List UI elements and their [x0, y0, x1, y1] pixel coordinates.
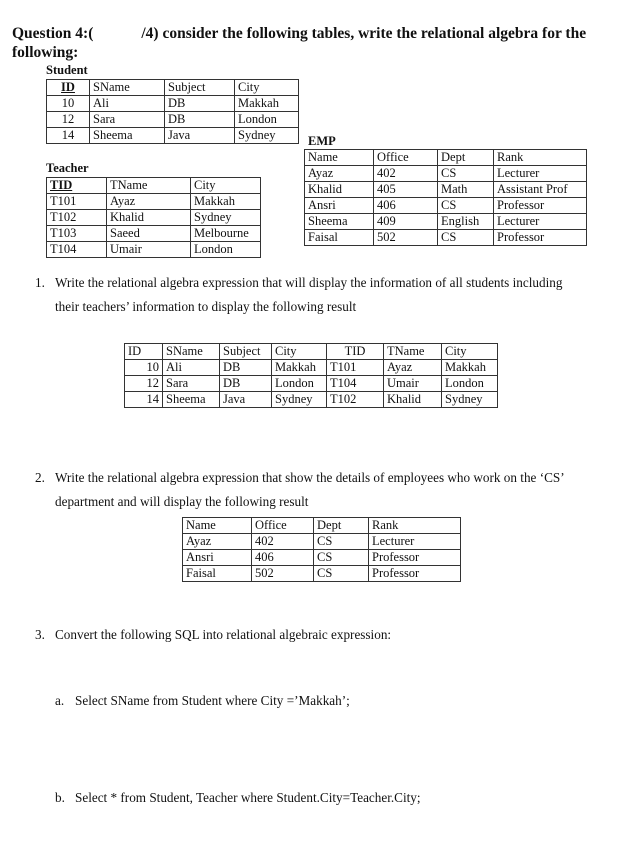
table-cell: T103 — [47, 226, 107, 242]
table-cell: Umair — [384, 376, 442, 392]
table-header-cell: SName — [163, 344, 220, 360]
table-cell: CS — [314, 534, 369, 550]
table-cell: Professor — [369, 550, 461, 566]
table-cell: Khalid — [107, 210, 191, 226]
table-cell: Professor — [494, 198, 587, 214]
table-cell: 14 — [47, 128, 90, 144]
table-cell: Ayaz — [305, 166, 374, 182]
table-cell: Melbourne — [191, 226, 261, 242]
table-cell: CS — [438, 166, 494, 182]
table-row — [183, 550, 461, 566]
table-cell: Lecturer — [494, 214, 587, 230]
table-row — [305, 166, 587, 182]
table-cell: DB — [220, 360, 272, 376]
question-1-line2: their teachers’ information to display the following result — [55, 299, 357, 314]
table-cell: Sheema — [305, 214, 374, 230]
table-cell: Makkah — [272, 360, 327, 376]
table-cell: Math — [438, 182, 494, 198]
table-header-cell: Subject — [165, 80, 235, 96]
question-2-line2: department and will display the following result — [55, 494, 309, 509]
table-cell: London — [442, 376, 498, 392]
table-cell: CS — [314, 550, 369, 566]
table-cell: 12 — [47, 112, 90, 128]
table-row — [125, 376, 498, 392]
table-cell: Umair — [107, 242, 191, 258]
table-header-cell: Dept — [438, 150, 494, 166]
question-3b-text: Select * from Student, Teacher where Student.City=Teacher.City; — [75, 790, 421, 805]
table-cell: Lecturer — [494, 166, 587, 182]
table-cell: CS — [438, 198, 494, 214]
question-3b — [55, 786, 615, 812]
table-header-cell: Name — [183, 518, 252, 534]
table-cell: Sydney — [235, 128, 299, 144]
table-header-cell: TID — [47, 178, 107, 194]
table-cell: Sara — [163, 376, 220, 392]
table-cell: 10 — [125, 360, 163, 376]
table-row — [47, 210, 261, 226]
table-cell: Ayaz — [107, 194, 191, 210]
table-cell: 409 — [374, 214, 438, 230]
table-row — [183, 534, 461, 550]
table-cell: 402 — [374, 166, 438, 182]
table-row — [183, 566, 461, 582]
question-2 — [35, 466, 620, 516]
table-header-cell: Rank — [494, 150, 587, 166]
question-3b-label: b. — [55, 790, 65, 805]
table-row — [305, 230, 587, 246]
table-cell: Khalid — [384, 392, 442, 408]
q1-result-table — [124, 343, 498, 408]
table-cell: 405 — [374, 182, 438, 198]
table-header-cell: TName — [384, 344, 442, 360]
table-header-cell: TID — [327, 344, 384, 360]
table-cell: Makkah — [235, 96, 299, 112]
table-row — [125, 392, 498, 408]
table-cell: Professor — [369, 566, 461, 582]
table-cell: Professor — [494, 230, 587, 246]
table-header-cell: City — [442, 344, 498, 360]
table-cell: Khalid — [305, 182, 374, 198]
table-cell: Sydney — [272, 392, 327, 408]
table-cell: 10 — [47, 96, 90, 112]
table-cell: Faisal — [183, 566, 252, 582]
table-cell: Ali — [90, 96, 165, 112]
question-3a-label: a. — [55, 693, 65, 708]
table-cell: DB — [165, 96, 235, 112]
table-row — [47, 128, 299, 144]
table-cell: CS — [314, 566, 369, 582]
emp-table-label: EMP — [308, 134, 336, 148]
table-cell: T102 — [47, 210, 107, 226]
table-cell: 14 — [125, 392, 163, 408]
table-header-cell: Dept — [314, 518, 369, 534]
student-table — [46, 79, 299, 144]
table-cell: Ansri — [305, 198, 374, 214]
table-header-cell: City — [191, 178, 261, 194]
table-cell: Sydney — [442, 392, 498, 408]
table-cell: Lecturer — [369, 534, 461, 550]
table-cell: 406 — [252, 550, 314, 566]
table-cell: London — [272, 376, 327, 392]
table-header-cell: Name — [305, 150, 374, 166]
table-cell: Ali — [163, 360, 220, 376]
table-header-row — [183, 518, 461, 534]
table-cell: 502 — [252, 566, 314, 582]
emp-table — [304, 149, 587, 246]
table-row — [47, 226, 261, 242]
table-cell: T101 — [47, 194, 107, 210]
table-header-cell: Office — [252, 518, 314, 534]
table-cell: Faisal — [305, 230, 374, 246]
table-cell: London — [235, 112, 299, 128]
table-cell: Makkah — [191, 194, 261, 210]
table-cell: DB — [220, 376, 272, 392]
table-cell: Ansri — [183, 550, 252, 566]
teacher-table-label: Teacher — [46, 161, 89, 175]
table-row — [47, 242, 261, 258]
table-header-row — [47, 178, 261, 194]
table-cell: 406 — [374, 198, 438, 214]
table-cell: Sara — [90, 112, 165, 128]
table-header-row — [305, 150, 587, 166]
question-title-left: Question 4:( — [12, 25, 94, 42]
table-row — [305, 182, 587, 198]
table-cell: Makkah — [442, 360, 498, 376]
question-title-cont: following: — [12, 44, 79, 61]
table-cell: T102 — [327, 392, 384, 408]
table-row — [305, 198, 587, 214]
table-row — [47, 96, 299, 112]
table-row — [47, 112, 299, 128]
table-cell: Ayaz — [183, 534, 252, 550]
question-3-number: 3. — [35, 627, 45, 642]
student-table-label: Student — [46, 63, 88, 77]
table-cell: Saeed — [107, 226, 191, 242]
question-3a — [55, 689, 615, 715]
table-cell: T101 — [327, 360, 384, 376]
table-header-cell: TName — [107, 178, 191, 194]
table-cell: Sheema — [163, 392, 220, 408]
question-2-number: 2. — [35, 470, 45, 485]
table-cell: T104 — [327, 376, 384, 392]
table-header-cell: Rank — [369, 518, 461, 534]
question-3a-text: Select SName from Student where City =’Makkah’; — [75, 693, 350, 708]
question-title-right: /4) consider the following tables, write the relational algebra for the — [141, 25, 587, 42]
table-cell: 402 — [252, 534, 314, 550]
table-row — [305, 214, 587, 230]
table-header-cell: City — [235, 80, 299, 96]
table-cell: DB — [165, 112, 235, 128]
table-cell: 12 — [125, 376, 163, 392]
table-row — [47, 194, 261, 210]
table-header-cell: Subject — [220, 344, 272, 360]
table-cell: CS — [438, 230, 494, 246]
question-1-line1: Write the relational algebra expression that will display the information of all students including — [55, 275, 563, 290]
table-cell: Sydney — [191, 210, 261, 226]
table-header-row — [47, 80, 299, 96]
table-header-cell: ID — [47, 80, 90, 96]
table-header-row — [125, 344, 498, 360]
question-2-line1: Write the relational algebra expression that show the details of employees who work on the ‘CS’ — [55, 470, 565, 485]
question-1-number: 1. — [35, 275, 45, 290]
table-cell: English — [438, 214, 494, 230]
question-1 — [35, 271, 620, 321]
table-header-cell: Office — [374, 150, 438, 166]
q2-result-table — [182, 517, 461, 582]
table-cell: Assistant Prof — [494, 182, 587, 198]
table-row — [125, 360, 498, 376]
table-cell: Ayaz — [384, 360, 442, 376]
table-cell: Sheema — [90, 128, 165, 144]
question-heading — [12, 24, 627, 62]
table-cell: 502 — [374, 230, 438, 246]
table-header-cell: ID — [125, 344, 163, 360]
table-cell: London — [191, 242, 261, 258]
question-3 — [35, 623, 620, 649]
teacher-table — [46, 177, 261, 258]
table-header-cell: City — [272, 344, 327, 360]
table-cell: T104 — [47, 242, 107, 258]
table-cell: Java — [165, 128, 235, 144]
table-header-cell: SName — [90, 80, 165, 96]
question-3-line1: Convert the following SQL into relational algebraic expression: — [55, 627, 392, 642]
table-cell: Java — [220, 392, 272, 408]
